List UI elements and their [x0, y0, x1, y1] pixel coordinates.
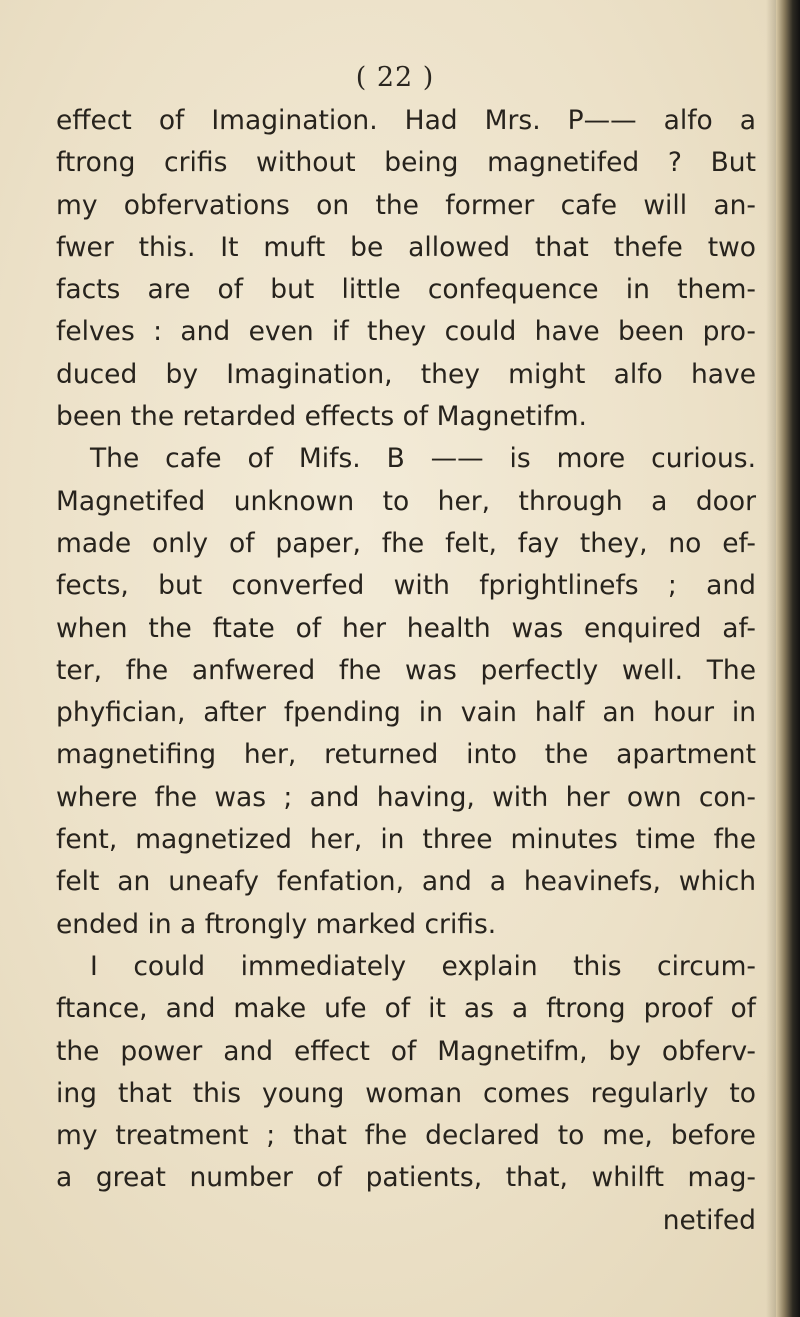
text-line: my obfervations on the former cafe will an-	[56, 189, 756, 221]
text-line: facts are of but little confequence in them-	[56, 274, 756, 306]
text-line: where fhe was ; and having, with her own con-	[56, 781, 756, 813]
text-line: magnetifing her, returned into the apartment	[56, 739, 756, 771]
text-line: fent, magnetized her, in three minutes time fhe	[56, 824, 756, 856]
text-line: phyfician, after fpending in vain half an hour in	[56, 697, 756, 729]
text-line: ftance, and make ufe of it as a ftrong proof of	[56, 993, 756, 1025]
text-line: when the ftate of her health was enquired af-	[56, 612, 756, 644]
page-gutter-shadow	[766, 0, 776, 1317]
text-line: ftrong crifis without being magnetifed ? But	[56, 147, 756, 179]
text-line: ing that this young woman comes regularly to	[56, 1077, 756, 1109]
text-line: Magnetifed unknown to her, through a door	[56, 485, 756, 517]
text-line: been the retarded effects of Magnetifm.	[56, 401, 587, 433]
page-edge	[776, 0, 800, 1317]
body-text	[56, 100, 756, 1242]
text-line: ter, fhe anfwered fhe was perfectly well. The	[56, 654, 756, 686]
text-line: I could immediately explain this circum-	[90, 950, 756, 982]
text-line: duced by Imagination, they might alfo have	[56, 358, 756, 390]
text-line: felves : and even if they could have been pro-	[56, 316, 756, 348]
text-line: made only of paper, fhe felt, fay they, no ef-	[56, 527, 756, 559]
text-line: a great number of patients, that, whilft mag-	[56, 1162, 756, 1194]
text-line: the power and effect of Magnetifm, by obferv-	[56, 1035, 756, 1067]
text-line: fects, but converfed with fprightlinefs ; and	[56, 570, 756, 602]
catchword: netifed	[662, 1204, 756, 1236]
text-line: felt an uneafy fenfation, and a heavinefs, which	[56, 866, 756, 898]
text-line: ended in a ftrongly marked crifis.	[56, 908, 497, 940]
page-number: ( 22 )	[355, 62, 435, 93]
text-line: my treatment ; that fhe declared to me, before	[56, 1120, 756, 1152]
text-line: effect of Imagination. Had Mrs. P—— alfo a	[56, 105, 756, 136]
text-line: fwer this. It muft be allowed that thefe two	[56, 231, 756, 263]
text-line: The cafe of Mifs. B —— is more curious.	[90, 443, 756, 475]
